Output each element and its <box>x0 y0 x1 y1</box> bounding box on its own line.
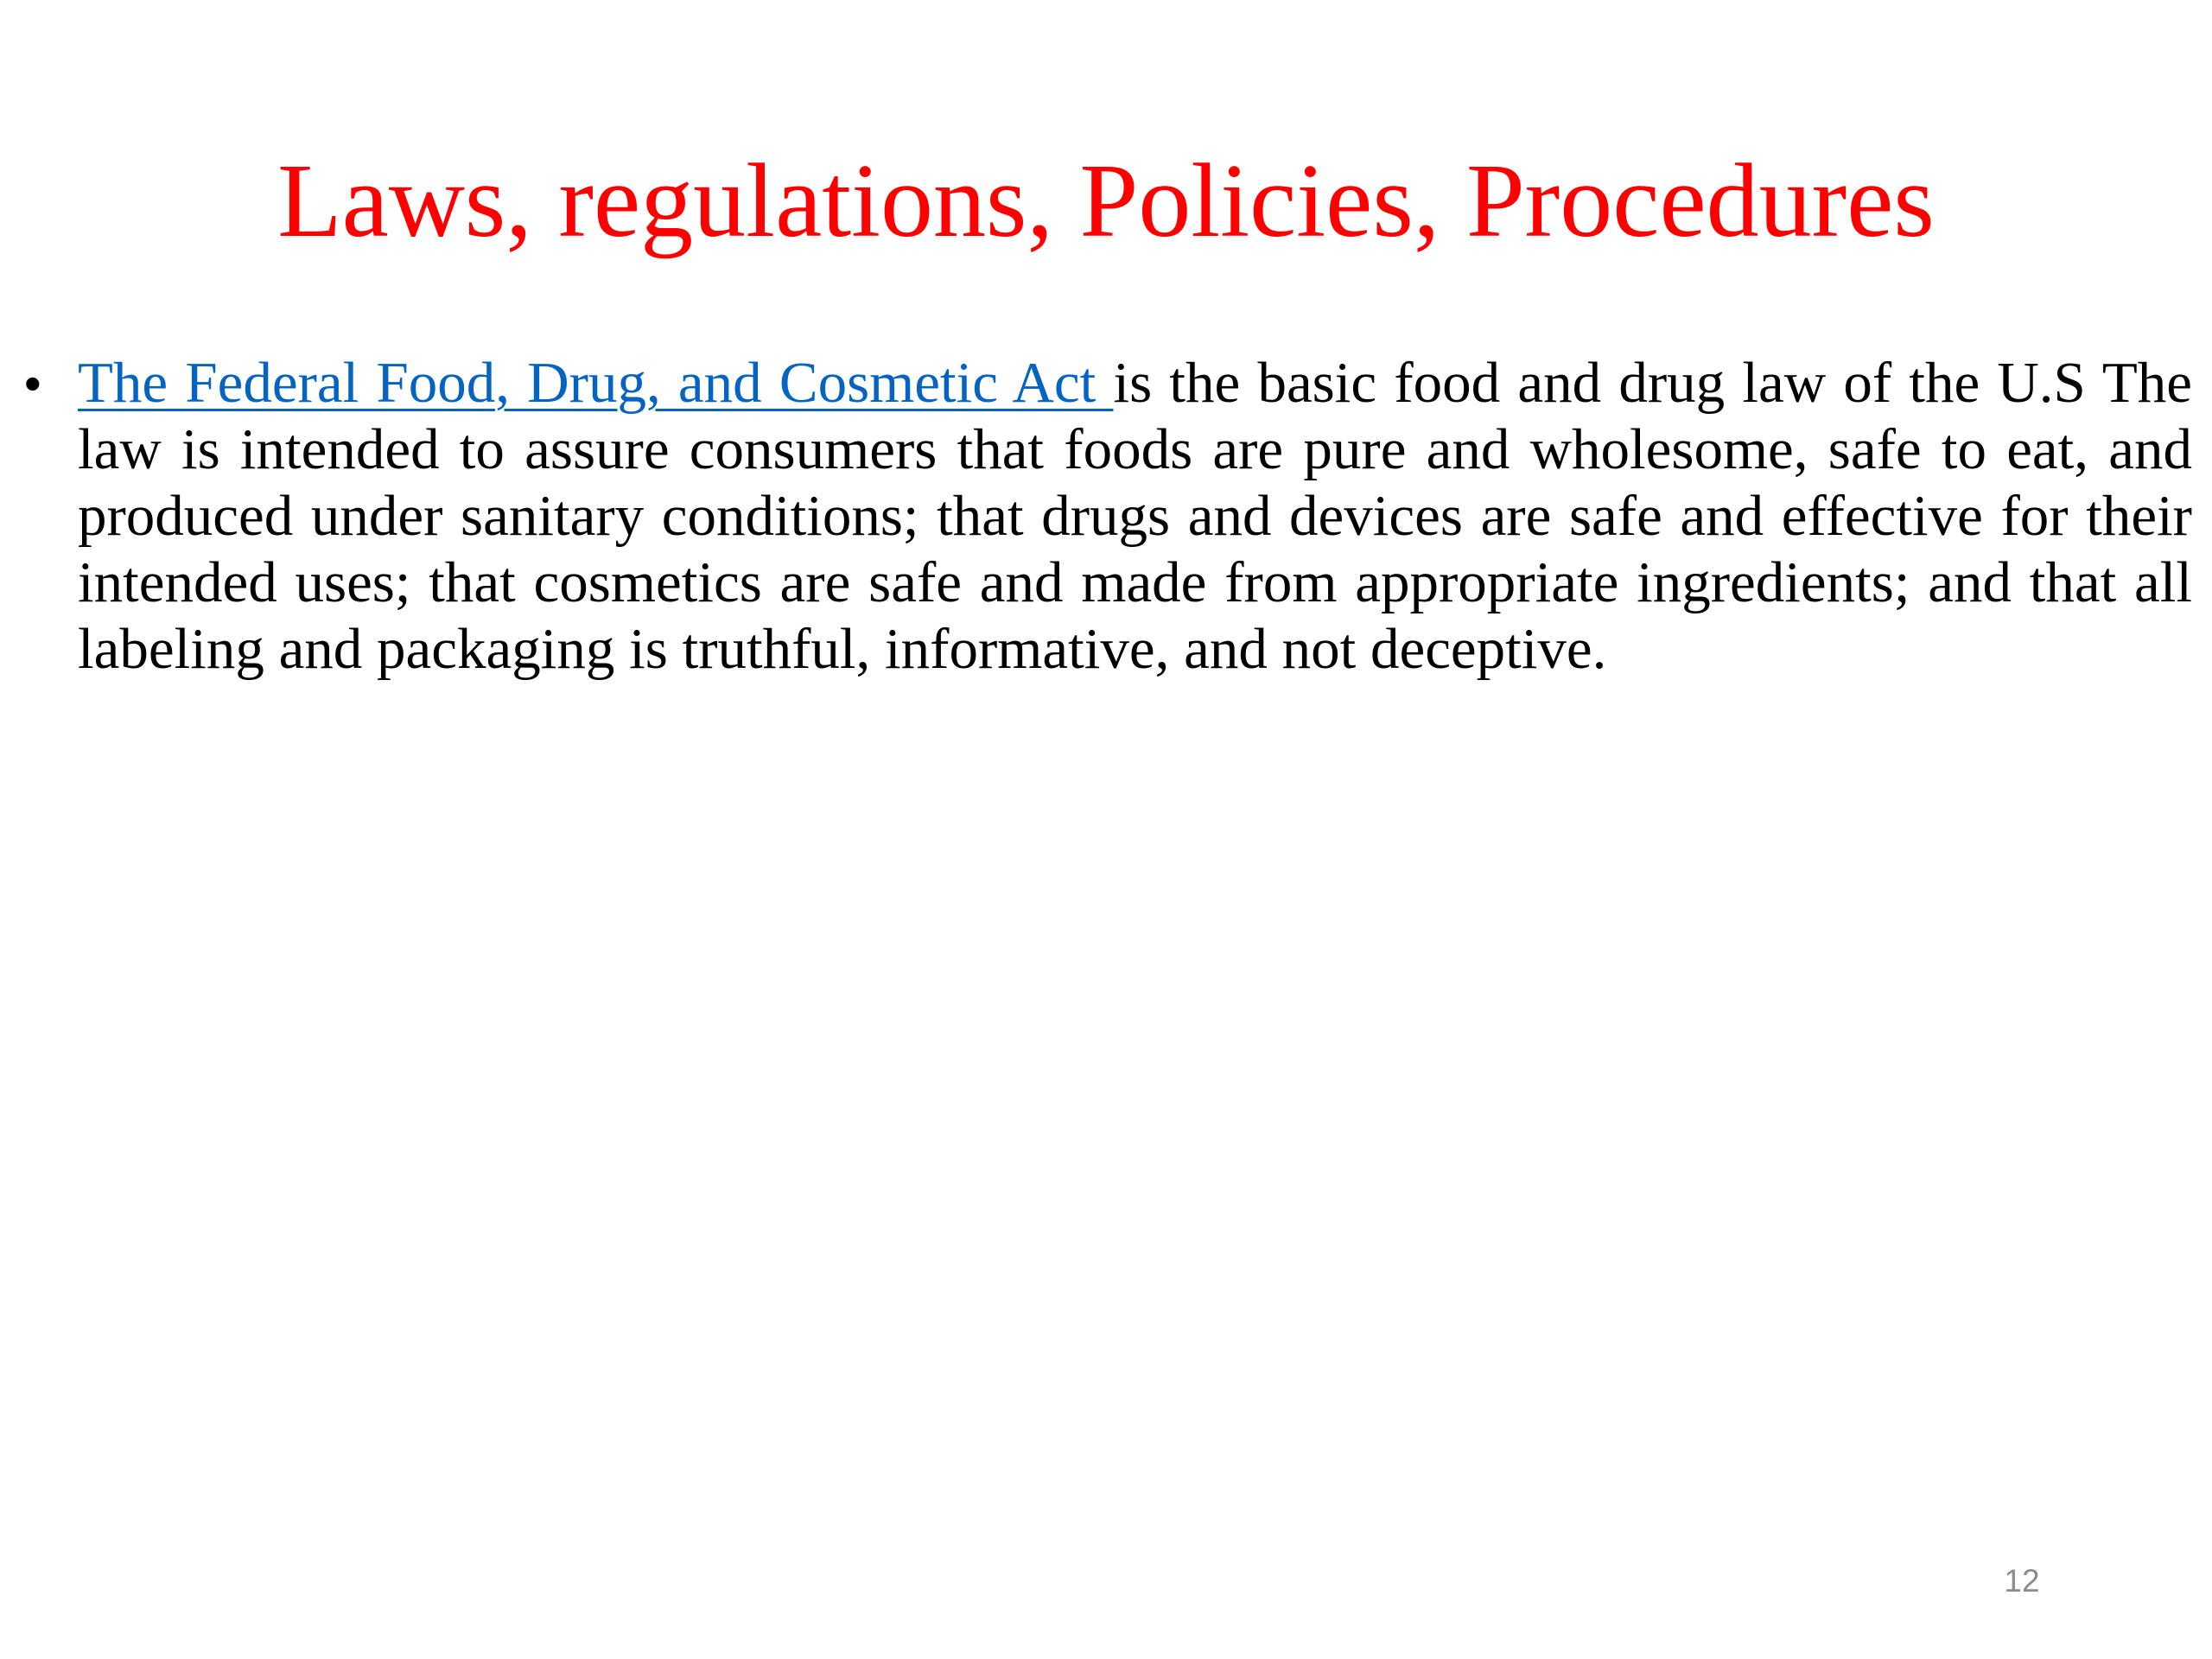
bullet-body-text: is the basic food and drug law of the U.S The law is intended to assure consumers that foods are pure and wholesome, safe to eat, and produced under sanitary conditions; that drugs and devices are safe and effective for their intended uses; that cosmetics are safe and made from appropriate ingredients; and that all labeling and packaging is truthful, informative, and not deceptive. <box>78 351 2192 681</box>
bullet-list <box>0 350 2212 683</box>
page-number: 12 <box>2004 1563 2040 1599</box>
fdca-link[interactable]: The Federal Food, Drug, and Cosmetic Act <box>78 351 1114 415</box>
bullet-item <box>0 350 2212 683</box>
slide-title: Laws, regulations, Policies, Procedures <box>277 143 1935 259</box>
bullet-icon: • <box>24 356 41 410</box>
